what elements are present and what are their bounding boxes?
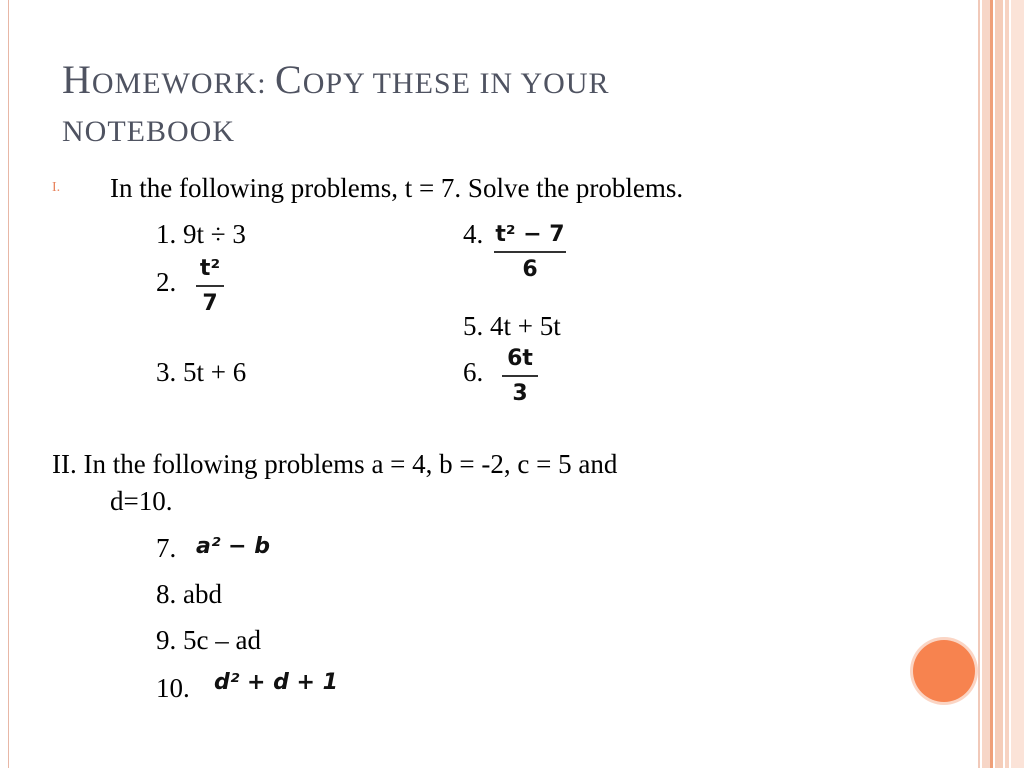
fraction-bar xyxy=(494,251,566,253)
problem-7-expression: a² − b xyxy=(196,534,270,559)
problem-8: 8. abd xyxy=(156,579,222,609)
orange-circle-decoration xyxy=(913,640,975,702)
problem-6-label: 6. xyxy=(463,357,484,387)
problem-10-expression: d² + d + 1 xyxy=(214,670,338,695)
part2-intro-line-1: II. In the following problems a = 4, b = -2, c = 5 and xyxy=(52,449,618,479)
right-decor-stripe xyxy=(978,0,980,768)
problem-4-fraction xyxy=(494,222,566,283)
slide-title xyxy=(62,56,862,156)
problem-2-fraction xyxy=(196,256,224,317)
problem-3: 3. 5t + 6 xyxy=(156,357,247,387)
fraction-denominator: 3 xyxy=(512,381,528,406)
problem-7-label: 7. xyxy=(156,533,177,563)
right-decor-stripe xyxy=(982,0,990,768)
right-decor-stripe xyxy=(1005,0,1009,768)
fraction-denominator: 6 xyxy=(522,257,538,282)
problem-5: 5. 4t + 5t xyxy=(463,311,561,341)
right-decor-stripe xyxy=(995,0,1003,768)
title-line-1: HOMEWORK: COPY THESE IN YOUR xyxy=(62,57,610,102)
problem-6-fraction xyxy=(502,346,538,407)
problem-4-label: 4. xyxy=(463,219,484,249)
fraction-bar xyxy=(196,285,224,287)
right-decor-stripe xyxy=(990,0,993,768)
problem-1: 1. 9t ÷ 3 xyxy=(156,219,246,249)
title-line-2: NOTEBOOK xyxy=(62,115,235,148)
fraction-numerator: t² − 7 xyxy=(495,222,565,247)
list-marker-i: I. xyxy=(52,180,61,195)
problem-10-label: 10. xyxy=(156,673,190,703)
part2-intro-line-2: d=10. xyxy=(110,486,173,516)
part1-intro: In the following problems, t = 7. Solve the problems. xyxy=(110,173,684,203)
fraction-numerator: t² xyxy=(199,256,221,281)
left-border-line xyxy=(8,0,9,768)
fraction-bar xyxy=(502,375,538,377)
fraction-denominator: 7 xyxy=(202,291,218,316)
problem-2-label: 2. xyxy=(156,267,177,297)
fraction-numerator: 6t xyxy=(507,346,533,371)
right-decor-stripe xyxy=(1011,0,1024,768)
problem-9: 9. 5c – ad xyxy=(156,625,261,655)
